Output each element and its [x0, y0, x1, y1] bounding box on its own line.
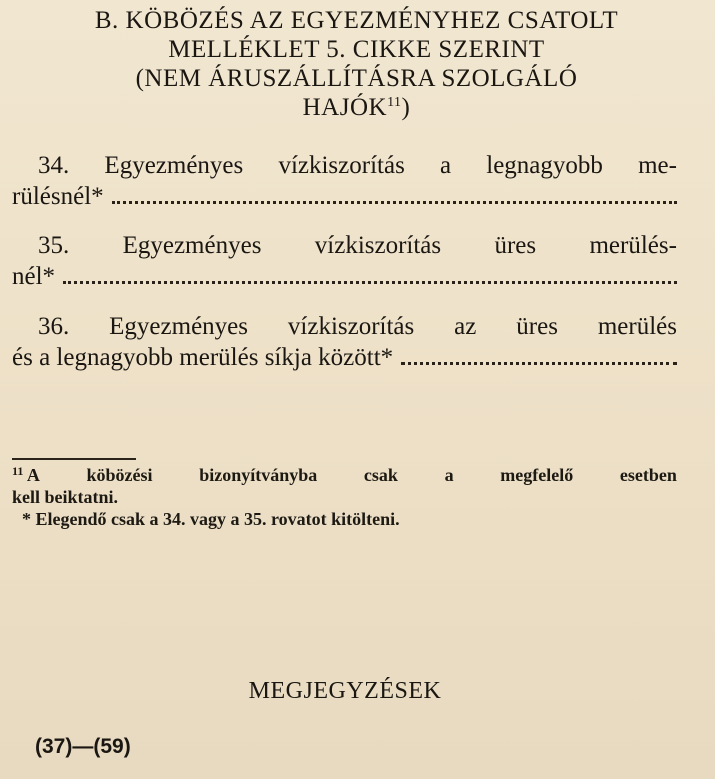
- footnote-word: a: [444, 465, 454, 485]
- item-line-1: [12, 150, 677, 181]
- footnote-word: megfelelő: [500, 465, 574, 485]
- footnote-11-line-2: kell beiktatni.: [12, 487, 119, 507]
- item-word: vízkiszorítás: [278, 152, 405, 179]
- item-word: üres: [494, 232, 537, 259]
- form-item-35: [12, 230, 677, 292]
- heading-line-1: B. KÖBÖZÉS AZ EGYEZMÉNYHEZ CSATOLT: [94, 7, 619, 34]
- heading-line-3: (NEM ÁRUSZÁLLÍTÁSRA SZOLGÁLÓ: [135, 65, 578, 92]
- footnotes: [12, 464, 677, 530]
- footnote-word: [12, 464, 40, 486]
- item-word: az: [454, 313, 477, 340]
- footnote-word: köbözési: [86, 465, 153, 485]
- item-line-2: [12, 261, 677, 292]
- item-word: Egyezményes: [104, 152, 244, 179]
- item-line-1: [12, 230, 677, 261]
- item-word: vízkiszorítás: [287, 313, 415, 340]
- heading-ships-text: HAJÓK: [302, 94, 388, 121]
- section-heading: [18, 6, 695, 122]
- item-word: Egyezményes: [122, 232, 262, 259]
- item-line-2-text: és a legnagyobb merülés síkja között*: [12, 344, 394, 371]
- form-item-36: [12, 311, 677, 373]
- footnote-word: bizonyítványba: [199, 465, 318, 485]
- footnote-divider: [12, 458, 136, 460]
- fill-in-dotted-line[interactable]: [401, 342, 677, 365]
- item-word: üres: [516, 313, 558, 340]
- heading-close-paren: ): [401, 94, 411, 121]
- heading-footnote-ref: 11: [387, 95, 402, 110]
- item-word: 35.: [38, 232, 70, 259]
- footnote-word-text: A: [26, 465, 40, 485]
- fill-in-dotted-line[interactable]: [63, 261, 677, 284]
- item-line-2: [12, 181, 677, 212]
- heading-line-2: MELLÉKLET 5. CIKKE SZERINT: [168, 36, 545, 63]
- item-line-2: [12, 342, 677, 373]
- footnote-11-line-1: [12, 464, 677, 486]
- fill-in-dotted-line[interactable]: [112, 181, 677, 204]
- footnote-word: esetben: [619, 465, 677, 485]
- page-number: (37)—(59): [35, 735, 131, 758]
- item-line-2-text: nél*: [12, 263, 56, 290]
- item-word: merülés: [597, 313, 677, 340]
- footnote-mark: 11: [12, 464, 24, 478]
- heading-line-4: [18, 93, 695, 122]
- item-word: a: [439, 152, 452, 179]
- footnote-star: * Elegendő csak a 34. vagy a 35. rovatot kitölteni.: [22, 509, 400, 529]
- item-word: legnagyobb: [486, 152, 603, 179]
- item-word: 36.: [38, 313, 70, 340]
- item-word: vízkiszorítás: [314, 232, 442, 259]
- item-word: 34.: [38, 152, 70, 179]
- item-word: merülés-: [589, 232, 677, 259]
- item-word: me-: [638, 152, 677, 179]
- item-word: Egyezményes: [109, 313, 248, 340]
- footnote-word: csak: [363, 465, 398, 485]
- form-item-34: [12, 150, 677, 212]
- item-line-2-text: rülésnél*: [12, 183, 104, 210]
- item-line-1: [12, 311, 677, 342]
- remarks-title: MEGJEGYZÉSEK: [248, 678, 442, 704]
